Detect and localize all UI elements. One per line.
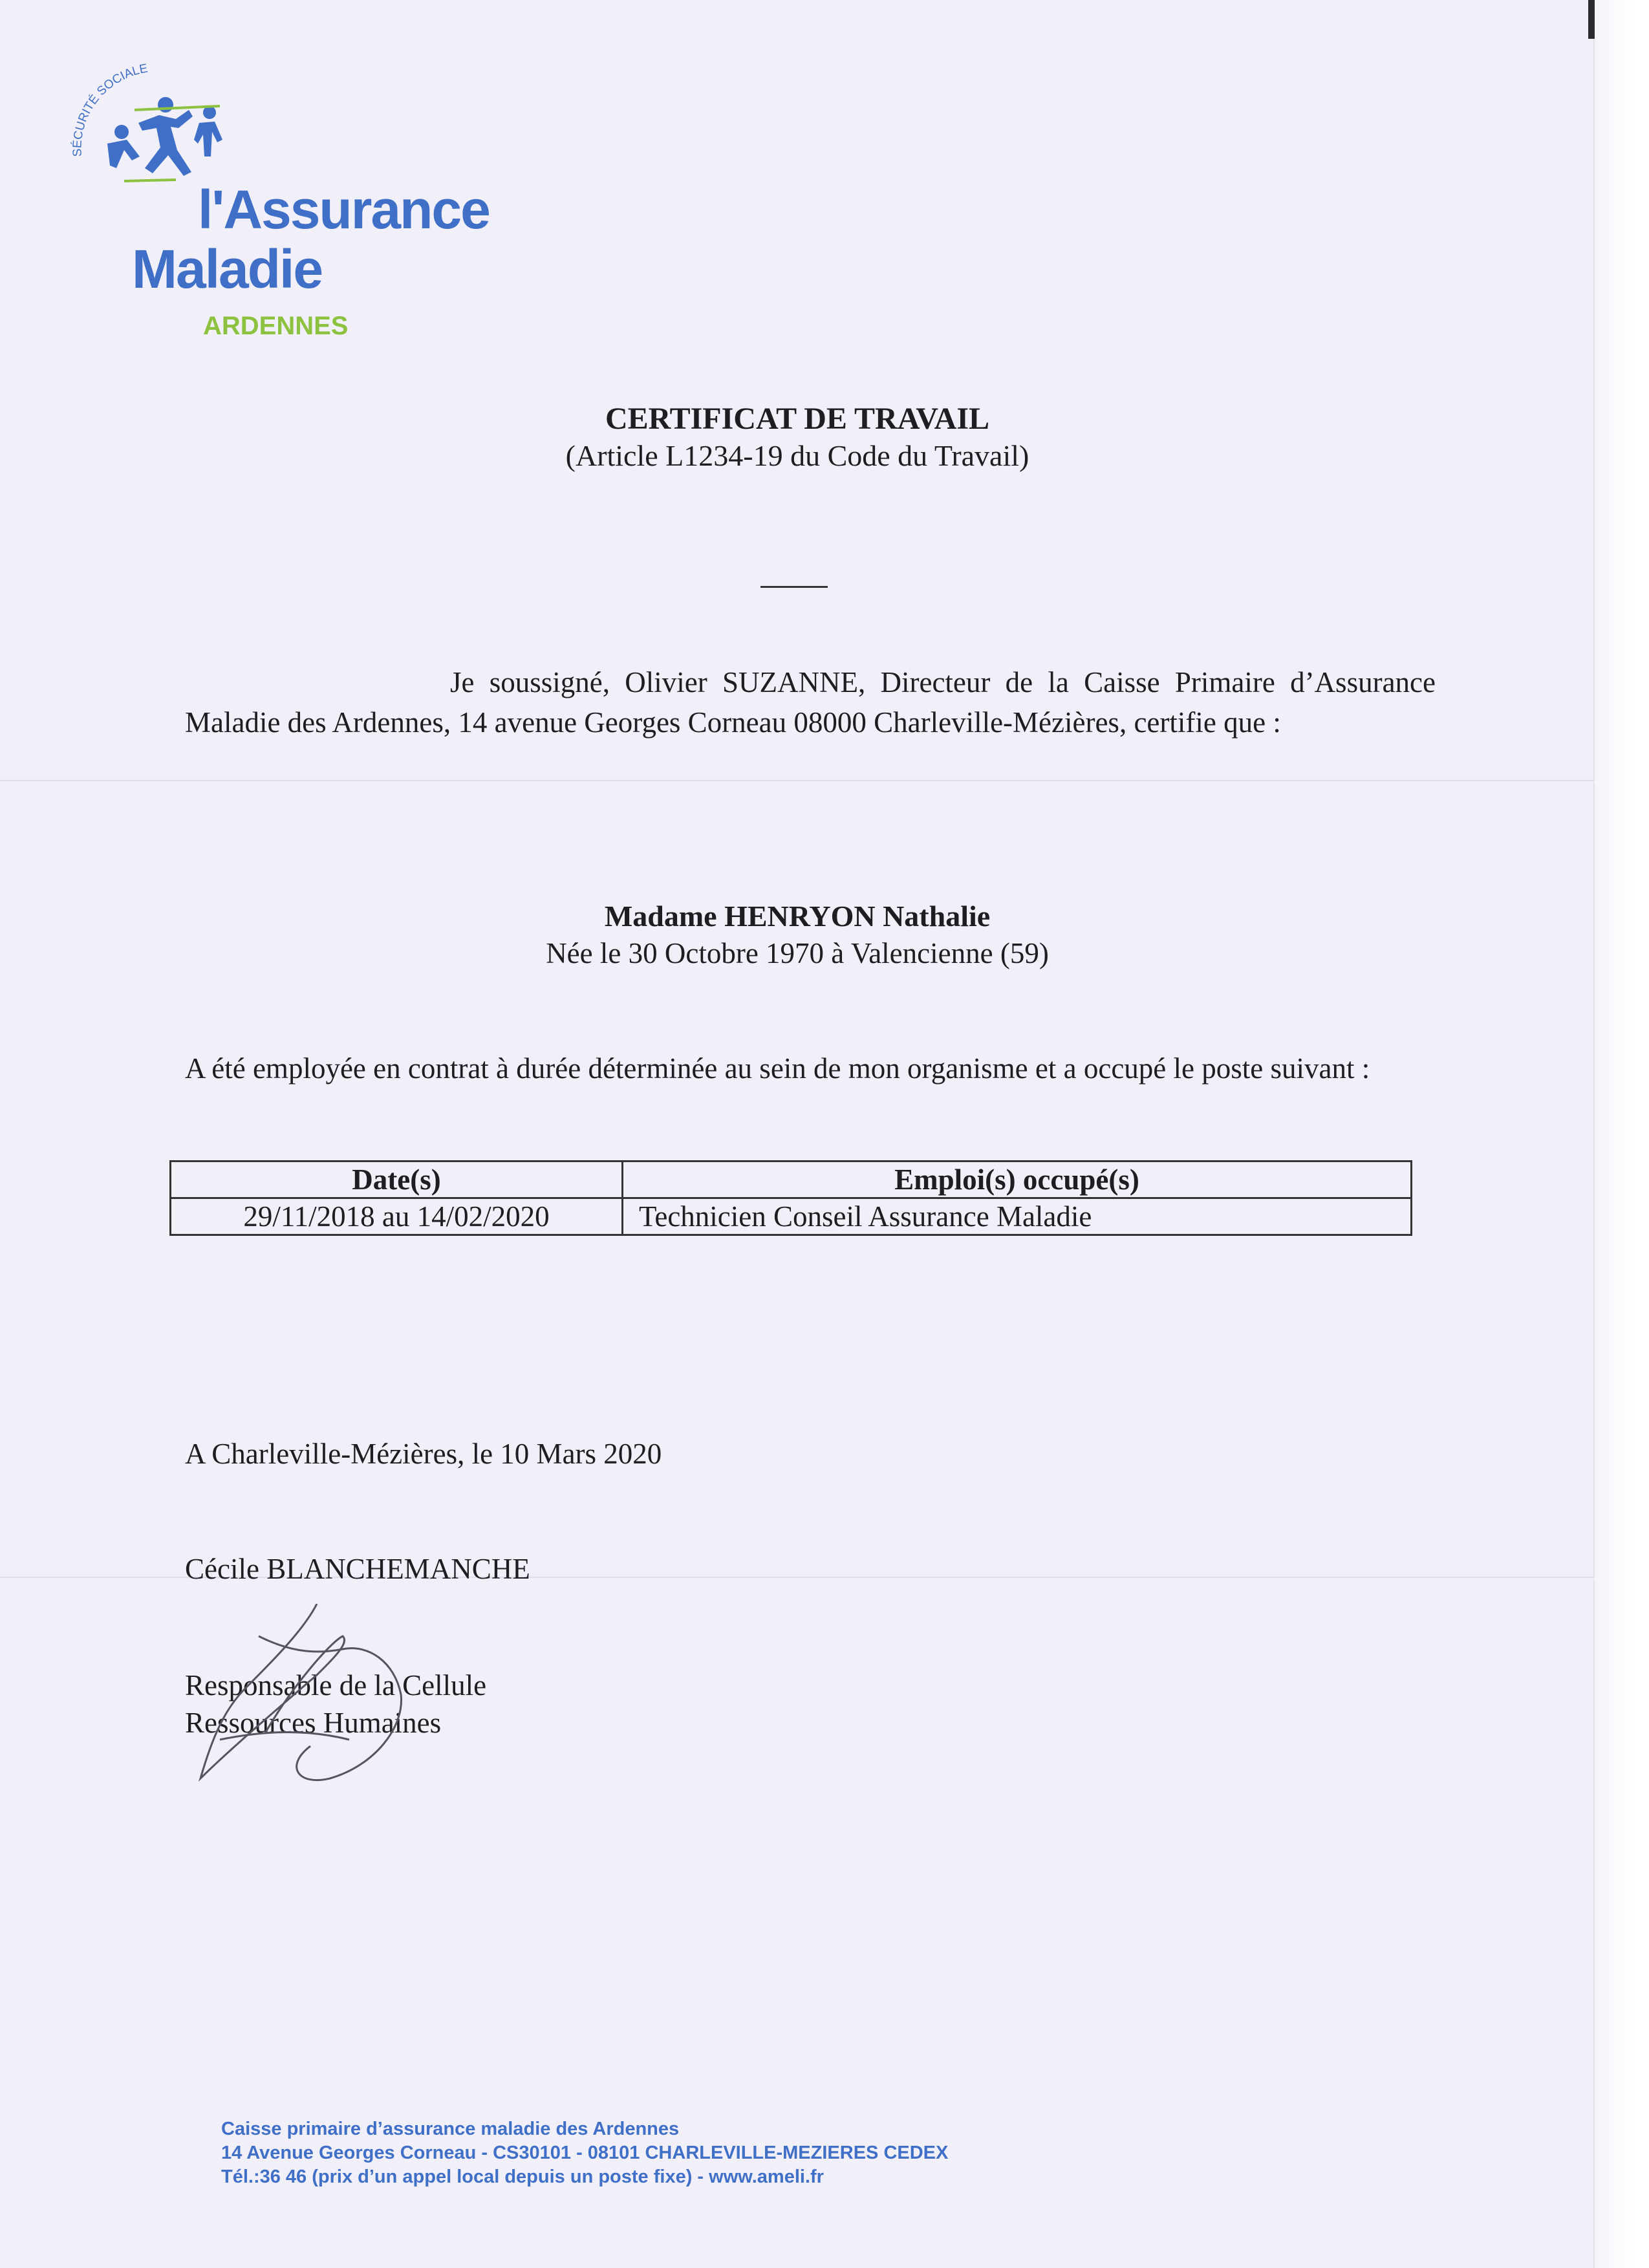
logo-arc-text: SÉCURITÉ SOCIALE [70,61,149,157]
logo-title: l'Assurance [198,179,490,240]
signer-role-line2: Ressources Humaines [185,1707,442,1739]
footer-line: Caisse primaire d’assurance maladie des Ardennes [221,2119,680,2139]
paper-fold-line [0,780,1595,783]
employee-birth: Née le 30 Octobre 1970 à Valencienne (59) [546,937,1049,969]
table-header-row [171,1161,1412,1198]
signer-name: Cécile BLANCHEMANCHE [185,1553,530,1585]
assurance-maladie-logo [62,59,490,340]
place-date: A Charleville-Mézières, le 10 Mars 2020 [185,1438,662,1470]
table-header-jobs: Emploi(s) occupé(s) [623,1161,1412,1198]
paper-edge [1593,0,1649,2268]
signer-role-line1: Responsable de la Cellule [185,1669,487,1701]
footer-line: Tél.:36 46 (prix d’un appel local depuis un poste fixe) - www.ameli.fr [221,2166,824,2187]
footer-line: 14 Avenue Georges Corneau - CS30101 - 08101 CHARLEVILLE-MEZIERES CEDEX [221,2143,949,2163]
table-cell-dates: 29/11/2018 au 14/02/2020 [171,1198,623,1235]
intro-paragraph [185,662,1436,742]
intro-text: Je soussigné, Olivier SUZANNE, Directeur de la Caisse Primaire d’Assurance Maladie des Ardennes, 14 avenue Georges Corneau 08000 Charleville-Mézières, certifie que : [185,666,1436,739]
employment-paragraph: A été employée en contrat à durée déterminée au sein de mon organisme et a occupé le poste suivant : [185,1052,1370,1085]
employment-table [169,1160,1412,1236]
logo-subtitle: Maladie [132,239,323,299]
title-separator [760,586,828,588]
scan-edge-shadow [1588,0,1595,39]
table-row [171,1198,1412,1235]
document-subtitle: (Article L1234-19 du Code du Travail) [565,439,1029,472]
logo-region: ARDENNES [203,312,349,340]
employee-name: Madame HENRYON Nathalie [604,900,991,933]
table-header-dates: Date(s) [171,1161,623,1198]
document-title: CERTIFICAT DE TRAVAIL [605,402,990,436]
table-cell-job: Technicien Conseil Assurance Maladie [623,1198,1412,1235]
footer-address [221,2117,948,2189]
handwritten-signature [188,1604,420,1798]
